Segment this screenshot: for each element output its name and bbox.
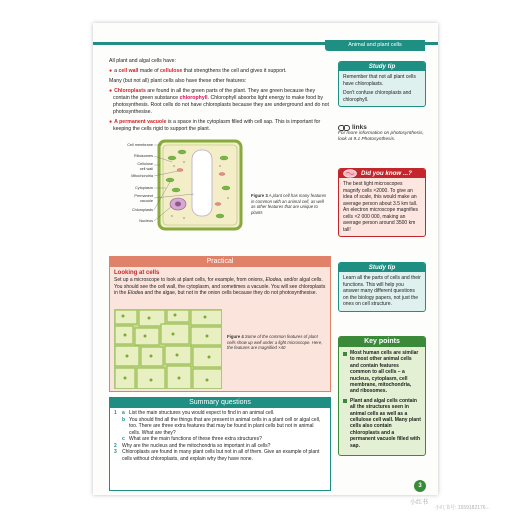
bullet-square-icon (343, 352, 347, 356)
figure-3 (109, 138, 331, 248)
practical-heading: Practical (110, 257, 330, 267)
links-text: For more information on photosynthesis, look at 9.1 Photosynthesis. (338, 131, 424, 143)
question-3: 3 Chloroplasts are found in many plant cells but not in all of them. Give an example of plant cells without chloroplasts, and explain why they have none. (114, 449, 320, 462)
label-ribosomes: Ribosomes (134, 154, 153, 158)
microscope-photo (114, 309, 222, 389)
links-heading: links (352, 124, 367, 131)
figure-4-caption: Figure 4 Some of the common features of plant cells show up well under a light microscope. Here, the features are magnified ×40 (227, 334, 323, 351)
key-points-list (339, 347, 425, 455)
links-box (338, 124, 426, 144)
label-cytoplasm: Cytoplasm (135, 186, 153, 190)
bullet-vacuole: ● A permanent vacuole is a space in the cytoplasm filled with cell sap. This is important for keeping the cells rigid to support the plant. (109, 119, 321, 132)
label-mitochondria: Mitochondria (131, 174, 153, 178)
practical-box (109, 256, 331, 392)
summary-heading: Summary questions (110, 398, 330, 408)
practical-text: Set up a microscope to look at plant cells, for example, from onions, Elodea, and/or algal cells. You should see the cell wall, the cytoplasm, and sometimes a vacuole. You will see chloroplasts in the Elodea and the algae, but not in the onion cells because they do not photosynthesise. (114, 277, 326, 296)
label-chloroplasts: Chloroplasts (131, 208, 153, 212)
label-vacuole: vacuole (139, 199, 153, 203)
bullet-chloroplasts: ● Chloroplasts are found in all the green parts of the plant. They are green because they contain the green substance chlorophyll. Chlorophyll absorbs light energy to make food by photosynthesis. Root cells do not have chloroplasts because they are underground and do not photosynthesise. (109, 88, 330, 115)
did-you-know-box (338, 168, 426, 237)
study-tip-2 (338, 262, 426, 312)
figure-3-caption: Figure 3 A plant cell has many features in common with an animal cell, as well as other features that are unique to plants (251, 193, 327, 215)
plant-cell-diagram (154, 138, 249, 233)
question-2: 2 Why are the nucleus and the mitochondria so important in all cells? (114, 442, 271, 449)
bullet-icon: ● (109, 88, 113, 94)
did-you-know-text: The best light microscopes magnify cells ×2000. To give an idea of scale, this would make an average person about 3.5 km tall. An electron microscope magnifies cells ×2 000 000, making an average person around 3500 km tall! (343, 181, 419, 233)
study-tip-heading: Study tip (339, 263, 425, 272)
lead-text: Many (but not all) plant cells also have these other features: (109, 78, 247, 84)
key-point: Plant and algal cells contain all the structures seen in animal cells as well as a cellulose cell wall. Many plant cells also contain chloroplasts and a permanent vacuole filled with sap. (343, 398, 421, 449)
bullet-icon: ● (109, 68, 113, 74)
label-permanent: Permanent (134, 194, 153, 198)
label-cell-membrane: Cell membrane (127, 143, 153, 147)
micrograph-image (115, 310, 222, 389)
summary-body (110, 408, 330, 464)
watermark: 小红书 (410, 500, 429, 506)
question-1a: a List the main structures you would expect to find in an animal cell. (122, 410, 275, 416)
study-tip-1 (338, 61, 426, 107)
chain-link-icon (338, 125, 350, 131)
study-tip-body: Remember that not all plant cells have chloroplasts. Don't confuse chloroplasts and chlorophyll. (343, 74, 416, 103)
key-points-box (338, 336, 426, 456)
key-point: Most human cells are similar to most other animal cells and contain features common to all cells – a nucleus, cytoplasm, cell membrane, mitochondria, and ribosomes. (343, 350, 421, 395)
question-1: 1 a List the main structures you would expect to find in an animal cell. b You should find all the things that are present in animal cells in a plant cell or algal cell, too. There are three extra features that may be found in plant cells but not in animal cells. What are they? c What are the main functions of these three extra structures? (114, 410, 326, 443)
main-text (109, 58, 331, 136)
page-number: 3 (414, 480, 426, 492)
study-tip-heading: Study tip (339, 62, 425, 71)
study-tip-body: Learn all the parts of cells and their functions. This will help you answer many different questions on the biology papers, not just the ones on cell structure. (343, 275, 421, 307)
key-points-heading: Key points (339, 337, 425, 347)
bullet-square-icon (343, 399, 347, 403)
question-1c: c What are the main functions of these three extra structures? (122, 436, 262, 442)
watermark-id: 小红书号: 1559182176... (435, 505, 490, 511)
label-cell-wall: cell wall (139, 167, 153, 171)
summary-questions (109, 397, 331, 491)
brain-icon (342, 169, 358, 178)
bullet-cell-wall: ● a cell wall made of cellulose that strengthens the cell and gives it support. (109, 68, 287, 74)
label-cellulose: Cellulose (137, 162, 153, 166)
label-nucleus: Nucleus (139, 219, 153, 223)
question-1b: b You should find all the things that are present in animal cells in a plant cell or algal cell, too. There are three extra features that may be found in plant cells but not in animal cells. What are they? (122, 416, 321, 436)
bullet-icon: ● (109, 119, 113, 125)
section-tab: Animal and plant cells (325, 40, 425, 51)
did-you-know-heading: Did you know ...? (361, 170, 412, 177)
intro-text: All plant and algal cells have: (109, 58, 176, 64)
textbook-page (93, 23, 438, 495)
practical-subheading: Looking at cells (114, 270, 160, 276)
